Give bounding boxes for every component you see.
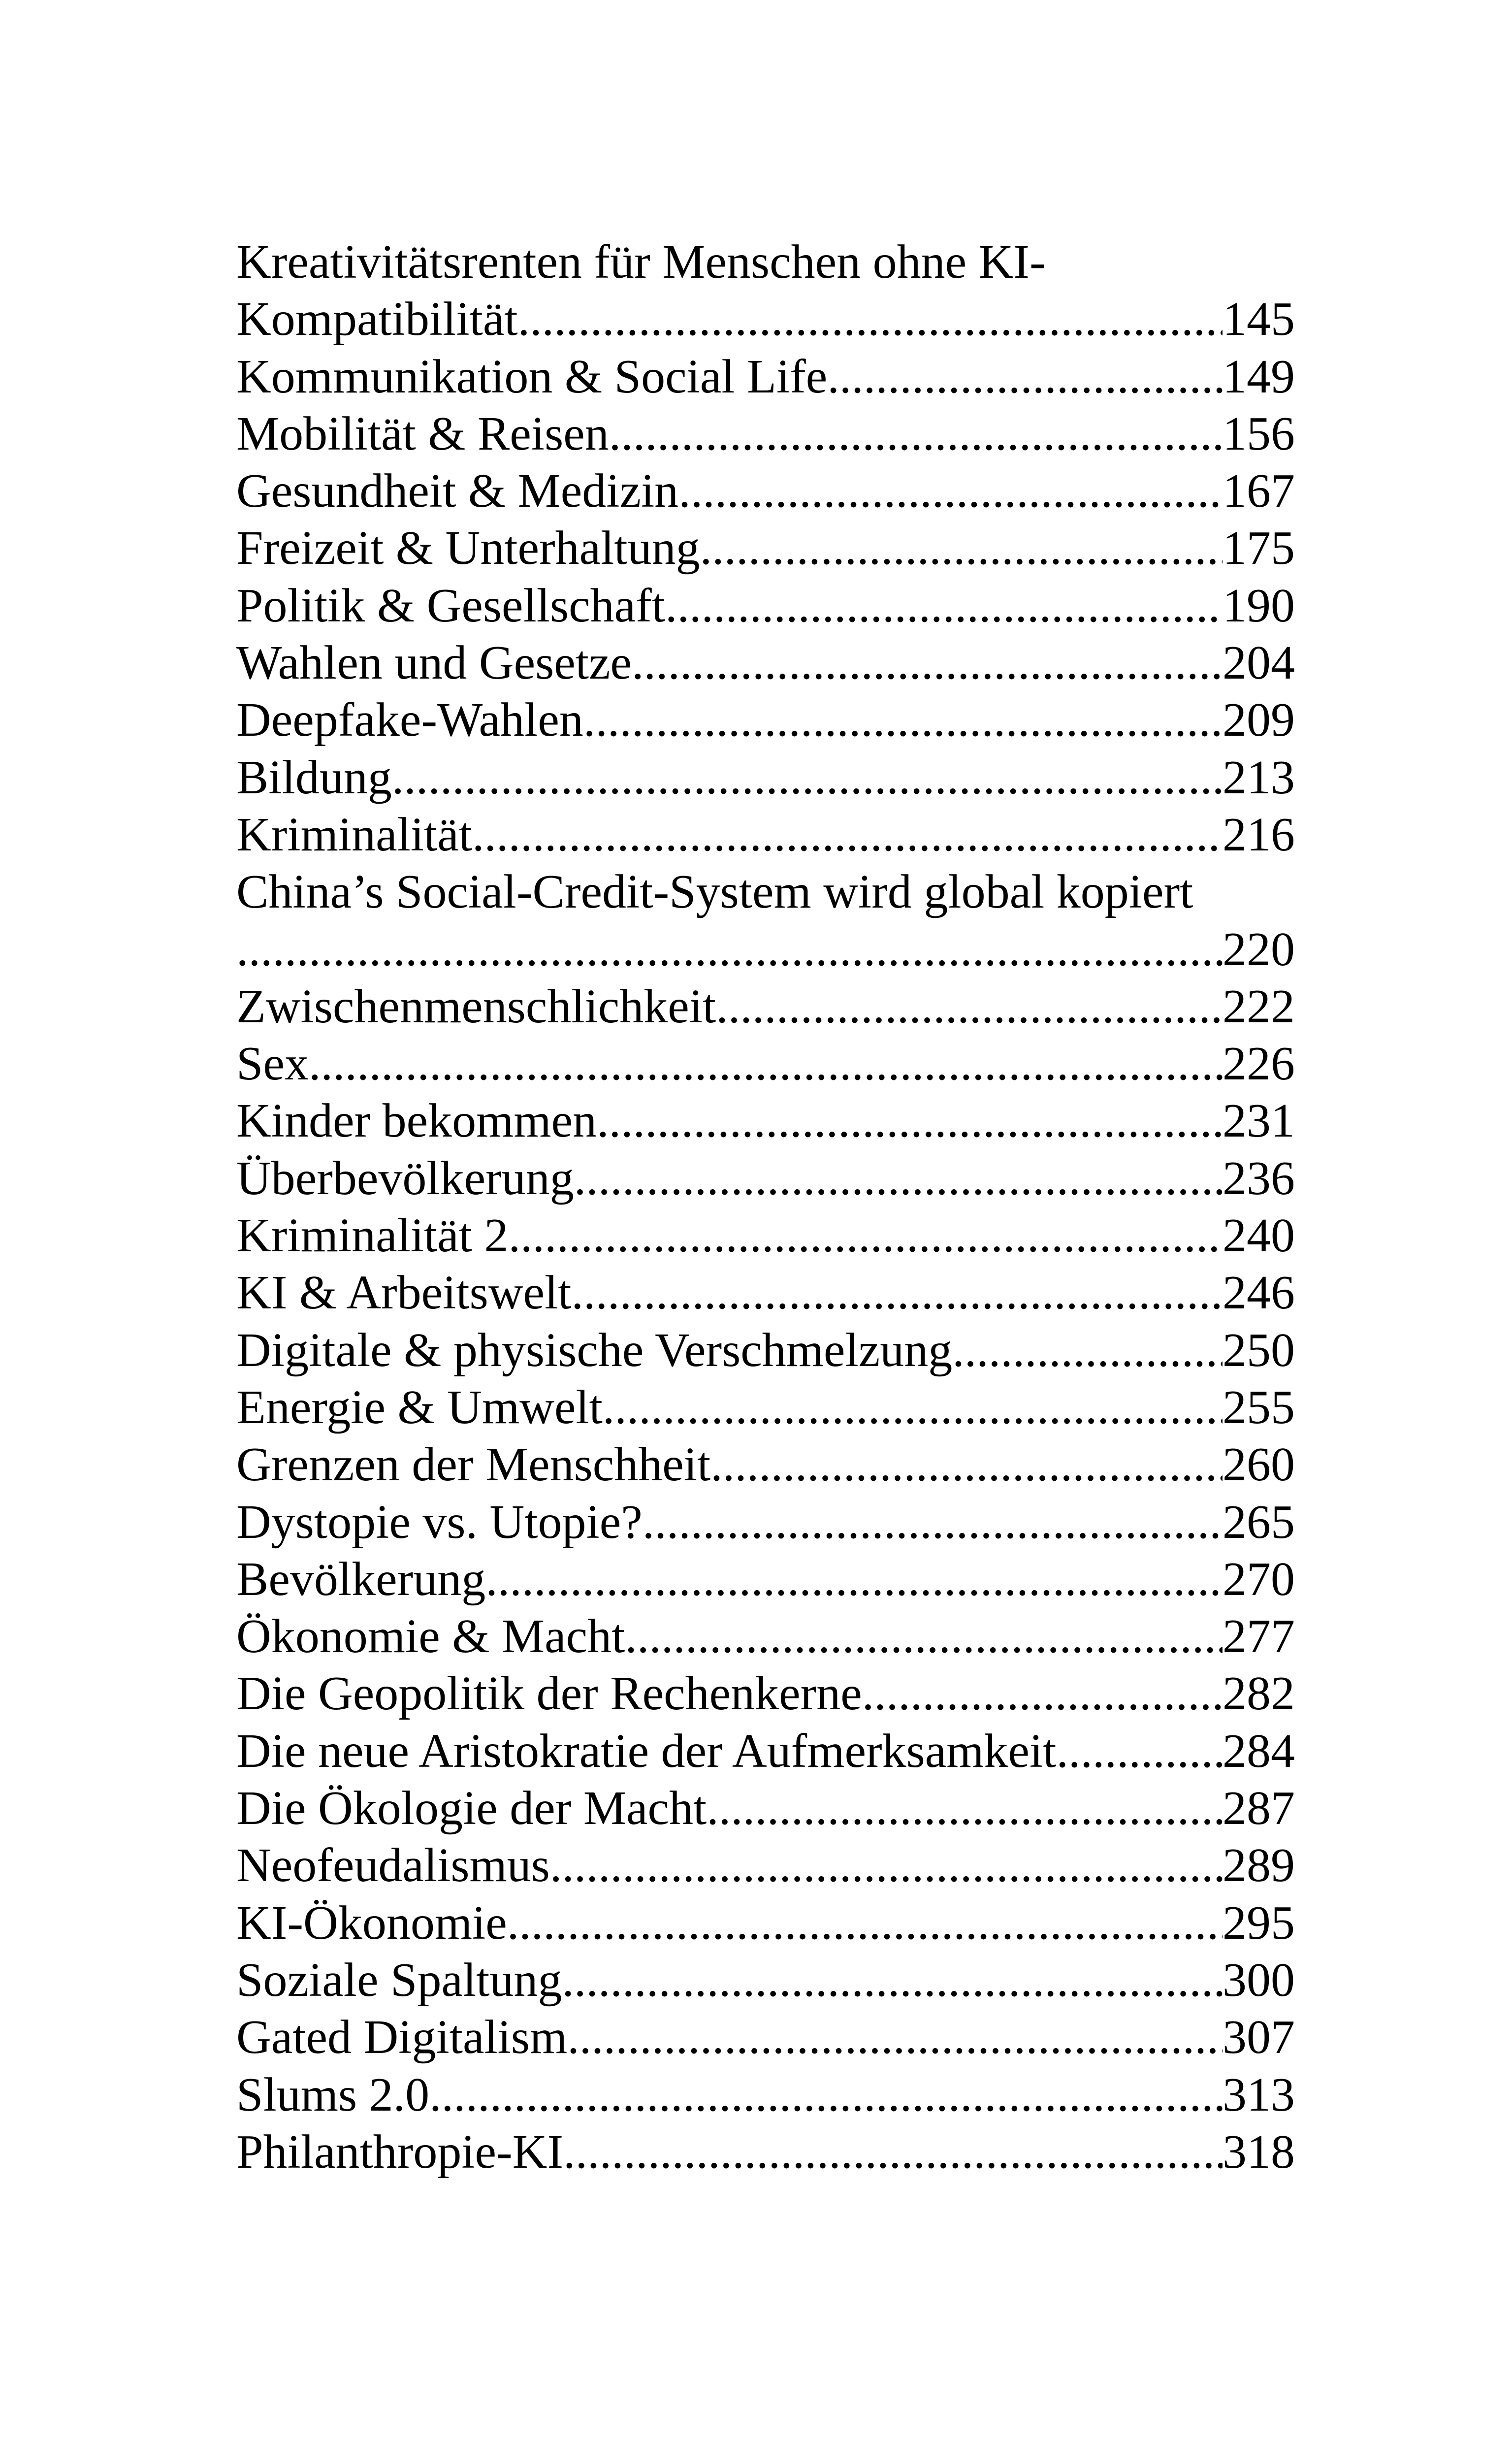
toc-entry [236,348,1295,405]
dot-leader [700,520,1222,577]
toc-entry-line [236,405,1295,462]
toc-entry [236,1780,1295,1837]
dot-leader [571,1264,1222,1321]
toc-entry-line [236,291,1295,348]
page-number: 300 [1222,1953,1295,2007]
toc-entry-title-line [236,863,1295,920]
toc-entry-title: Deepfake-Wahlen [236,693,583,747]
toc-entry-title: Digitale & physische Verschmelzung [236,1323,953,1377]
toc-entry [236,1035,1295,1092]
dot-leader [603,1379,1222,1436]
dot-leader [562,1952,1222,2009]
toc-entry-line [236,577,1295,634]
page-number: 213 [1222,750,1295,804]
toc-entry-title: Mobilität & Reisen [236,407,609,460]
toc-entry-title: Bildung [236,750,392,804]
toc-entry [236,1894,1295,1952]
dot-leader [574,1150,1222,1207]
toc-entry-line [236,806,1295,863]
toc-entry [236,806,1295,863]
toc-entry-title: Die Ökologie der Macht [236,1782,707,1835]
dot-leader [632,634,1222,691]
toc-entry-title: China’s Social-Credit-System wird global kopiert [236,865,1193,919]
dot-leader [472,806,1222,863]
page-number: 222 [1222,979,1295,1033]
toc-entry-title: Gesundheit & Medizin [236,464,679,518]
page-number: 216 [1222,808,1295,861]
page-number: 236 [1222,1151,1295,1205]
toc-entry-line [236,1894,1295,1952]
toc-entry-line [236,1551,1295,1608]
dot-leader [716,978,1222,1035]
dot-leader [550,1837,1222,1894]
dot-leader [518,291,1222,348]
toc-entry [236,1723,1295,1780]
toc-entry-title: Soziale Spaltung [236,1953,562,2007]
toc-entry-line [236,1092,1295,1149]
toc-entry [236,2066,1295,2123]
toc-entry-line [236,1494,1295,1551]
toc-entry-line [236,691,1295,749]
page-number: 167 [1222,464,1295,518]
page-number: 287 [1222,1782,1295,1835]
page-number: 307 [1222,2011,1295,2064]
page-number: 246 [1222,1266,1295,1320]
toc-entry [236,691,1295,749]
page-number: 240 [1222,1209,1295,1263]
toc-entry-title-line [236,233,1295,291]
page-number: 226 [1222,1037,1295,1091]
dot-leader [665,577,1222,634]
page-number: 145 [1222,293,1295,346]
toc-entry-line [236,462,1295,520]
toc-entry-line [236,1837,1295,1894]
toc-entry-title: Politik & Gesellschaft [236,579,665,632]
toc-entry-title: Bevölkerung [236,1552,486,1606]
dot-leader [583,691,1222,749]
dot-leader [952,1322,1222,1379]
toc-entry [236,1608,1295,1665]
toc-entry-title: KI-Ökonomie [236,1896,507,1950]
toc-entry-line [236,2066,1295,2123]
page-number: 282 [1222,1667,1295,1721]
table-of-contents [236,233,1295,2181]
toc-entry-title: Grenzen der Menschheit [236,1438,711,1492]
toc-entry-line [236,1665,1295,1722]
toc-entry [236,1665,1295,1722]
page-number: 318 [1222,2125,1295,2179]
toc-entry [236,1436,1295,1493]
toc-entry-title: Kommunikation & Social Life [236,350,828,403]
toc-entry-line [236,1952,1295,2009]
dot-leader [862,1665,1222,1722]
dot-leader [309,1035,1222,1092]
toc-entry-title: Die neue Aristokratie der Aufmerksamkeit [236,1724,1057,1778]
toc-entry [236,1207,1295,1264]
toc-entry-title: Energie & Umwelt [236,1380,603,1434]
page-number: 295 [1222,1896,1295,1950]
dot-leader [509,1207,1223,1264]
toc-entry-line [236,749,1295,806]
toc-entry-title: Philanthropie-KI [236,2125,564,2179]
page-number: 260 [1222,1438,1295,1492]
dot-leader [563,2123,1222,2181]
page-number: 270 [1222,1552,1295,1606]
toc-entry-line [236,1264,1295,1321]
toc-entry [236,405,1295,462]
page-number: 284 [1222,1724,1295,1778]
toc-entry-title: Gated Digitalism [236,2011,568,2064]
page-number: 250 [1222,1323,1295,1377]
toc-entry [236,749,1295,806]
toc-entry-line [236,1723,1295,1780]
dot-leader [567,2009,1222,2066]
toc-entry [236,577,1295,634]
toc-entry-title: Überbevölkerung [236,1151,574,1205]
toc-entry [236,863,1295,978]
toc-entry [236,1322,1295,1379]
dot-leader [707,1780,1222,1837]
page-number: 209 [1222,693,1295,747]
page-number: 220 [1222,922,1295,976]
page-number: 265 [1222,1495,1295,1549]
toc-entry-title: Ökonomie & Macht [236,1610,625,1663]
page-number: 313 [1222,2068,1295,2121]
toc-entry [236,1551,1295,1608]
page-number: 190 [1222,579,1295,632]
dot-leader [392,749,1222,806]
toc-entry-title: Freizeit & Unterhaltung [236,521,700,575]
toc-entry [236,2009,1295,2066]
toc-entry [236,1837,1295,1894]
toc-entry-line [236,1379,1295,1436]
page-number: 156 [1222,407,1295,460]
dot-leader [710,1436,1222,1493]
toc-entry-title: Slums 2.0 [236,2068,430,2121]
toc-entry [236,978,1295,1035]
toc-entry [236,462,1295,520]
toc-entry-title: KI & Arbeitswelt [236,1266,572,1320]
toc-entry-line [236,2123,1295,2181]
dot-leader [609,405,1222,462]
toc-entry-title: Wahlen und Gesetze [236,636,632,690]
toc-entry [236,520,1295,577]
toc-entry [236,1092,1295,1149]
page-number: 175 [1222,521,1295,575]
toc-entry-line [236,634,1295,691]
toc-entry [236,2123,1295,2181]
dot-leader [643,1494,1222,1551]
toc-entry-title: Sex [236,1037,309,1091]
page-number: 204 [1222,636,1295,690]
page-number: 255 [1222,1380,1295,1434]
toc-entry-line [236,978,1295,1035]
toc-entry-line [236,1322,1295,1379]
page-number: 149 [1222,350,1295,403]
toc-entry-title: Kompatibilität [236,293,518,346]
dot-leader [507,1894,1222,1952]
dot-leader [485,1551,1222,1608]
toc-entry-line [236,1780,1295,1837]
toc-entry-title: Kriminalität [236,808,472,861]
dot-leader [429,2066,1222,2123]
page-number: 231 [1222,1094,1295,1148]
toc-entry-line [236,1035,1295,1092]
toc-entry [236,233,1295,348]
toc-entry-line [236,348,1295,405]
toc-entry [236,1264,1295,1321]
toc-entry [236,634,1295,691]
toc-entry-title: Kinder bekommen [236,1094,597,1148]
toc-entry-line [236,1207,1295,1264]
toc-entry-title: Neofeudalismus [236,1839,550,1892]
page-number: 277 [1222,1610,1295,1663]
toc-entry [236,1952,1295,2009]
dot-leader [625,1608,1222,1665]
toc-entry-title: Dystopie vs. Utopie? [236,1495,643,1549]
toc-entry-line [236,921,1295,978]
dot-leader [597,1092,1222,1149]
page-number: 289 [1222,1839,1295,1892]
toc-entry-line [236,1436,1295,1493]
toc-entry-line [236,520,1295,577]
dot-leader [827,348,1222,405]
toc-entry-title: Kreativitätsrenten für Menschen ohne KI- [236,235,1046,289]
toc-entry [236,1494,1295,1551]
dot-leader [1056,1723,1222,1780]
toc-entry-line [236,1150,1295,1207]
toc-entry-line [236,1608,1295,1665]
toc-entry [236,1150,1295,1207]
toc-entry-title: Zwischenmenschlichkeit [236,979,716,1033]
toc-entry-title: Die Geopolitik der Rechenkerne [236,1667,862,1721]
toc-entry-line [236,2009,1295,2066]
dot-leader [678,462,1222,520]
toc-entry [236,1379,1295,1436]
toc-entry-title: Kriminalität 2 [236,1209,509,1263]
dot-leader [236,921,1222,978]
